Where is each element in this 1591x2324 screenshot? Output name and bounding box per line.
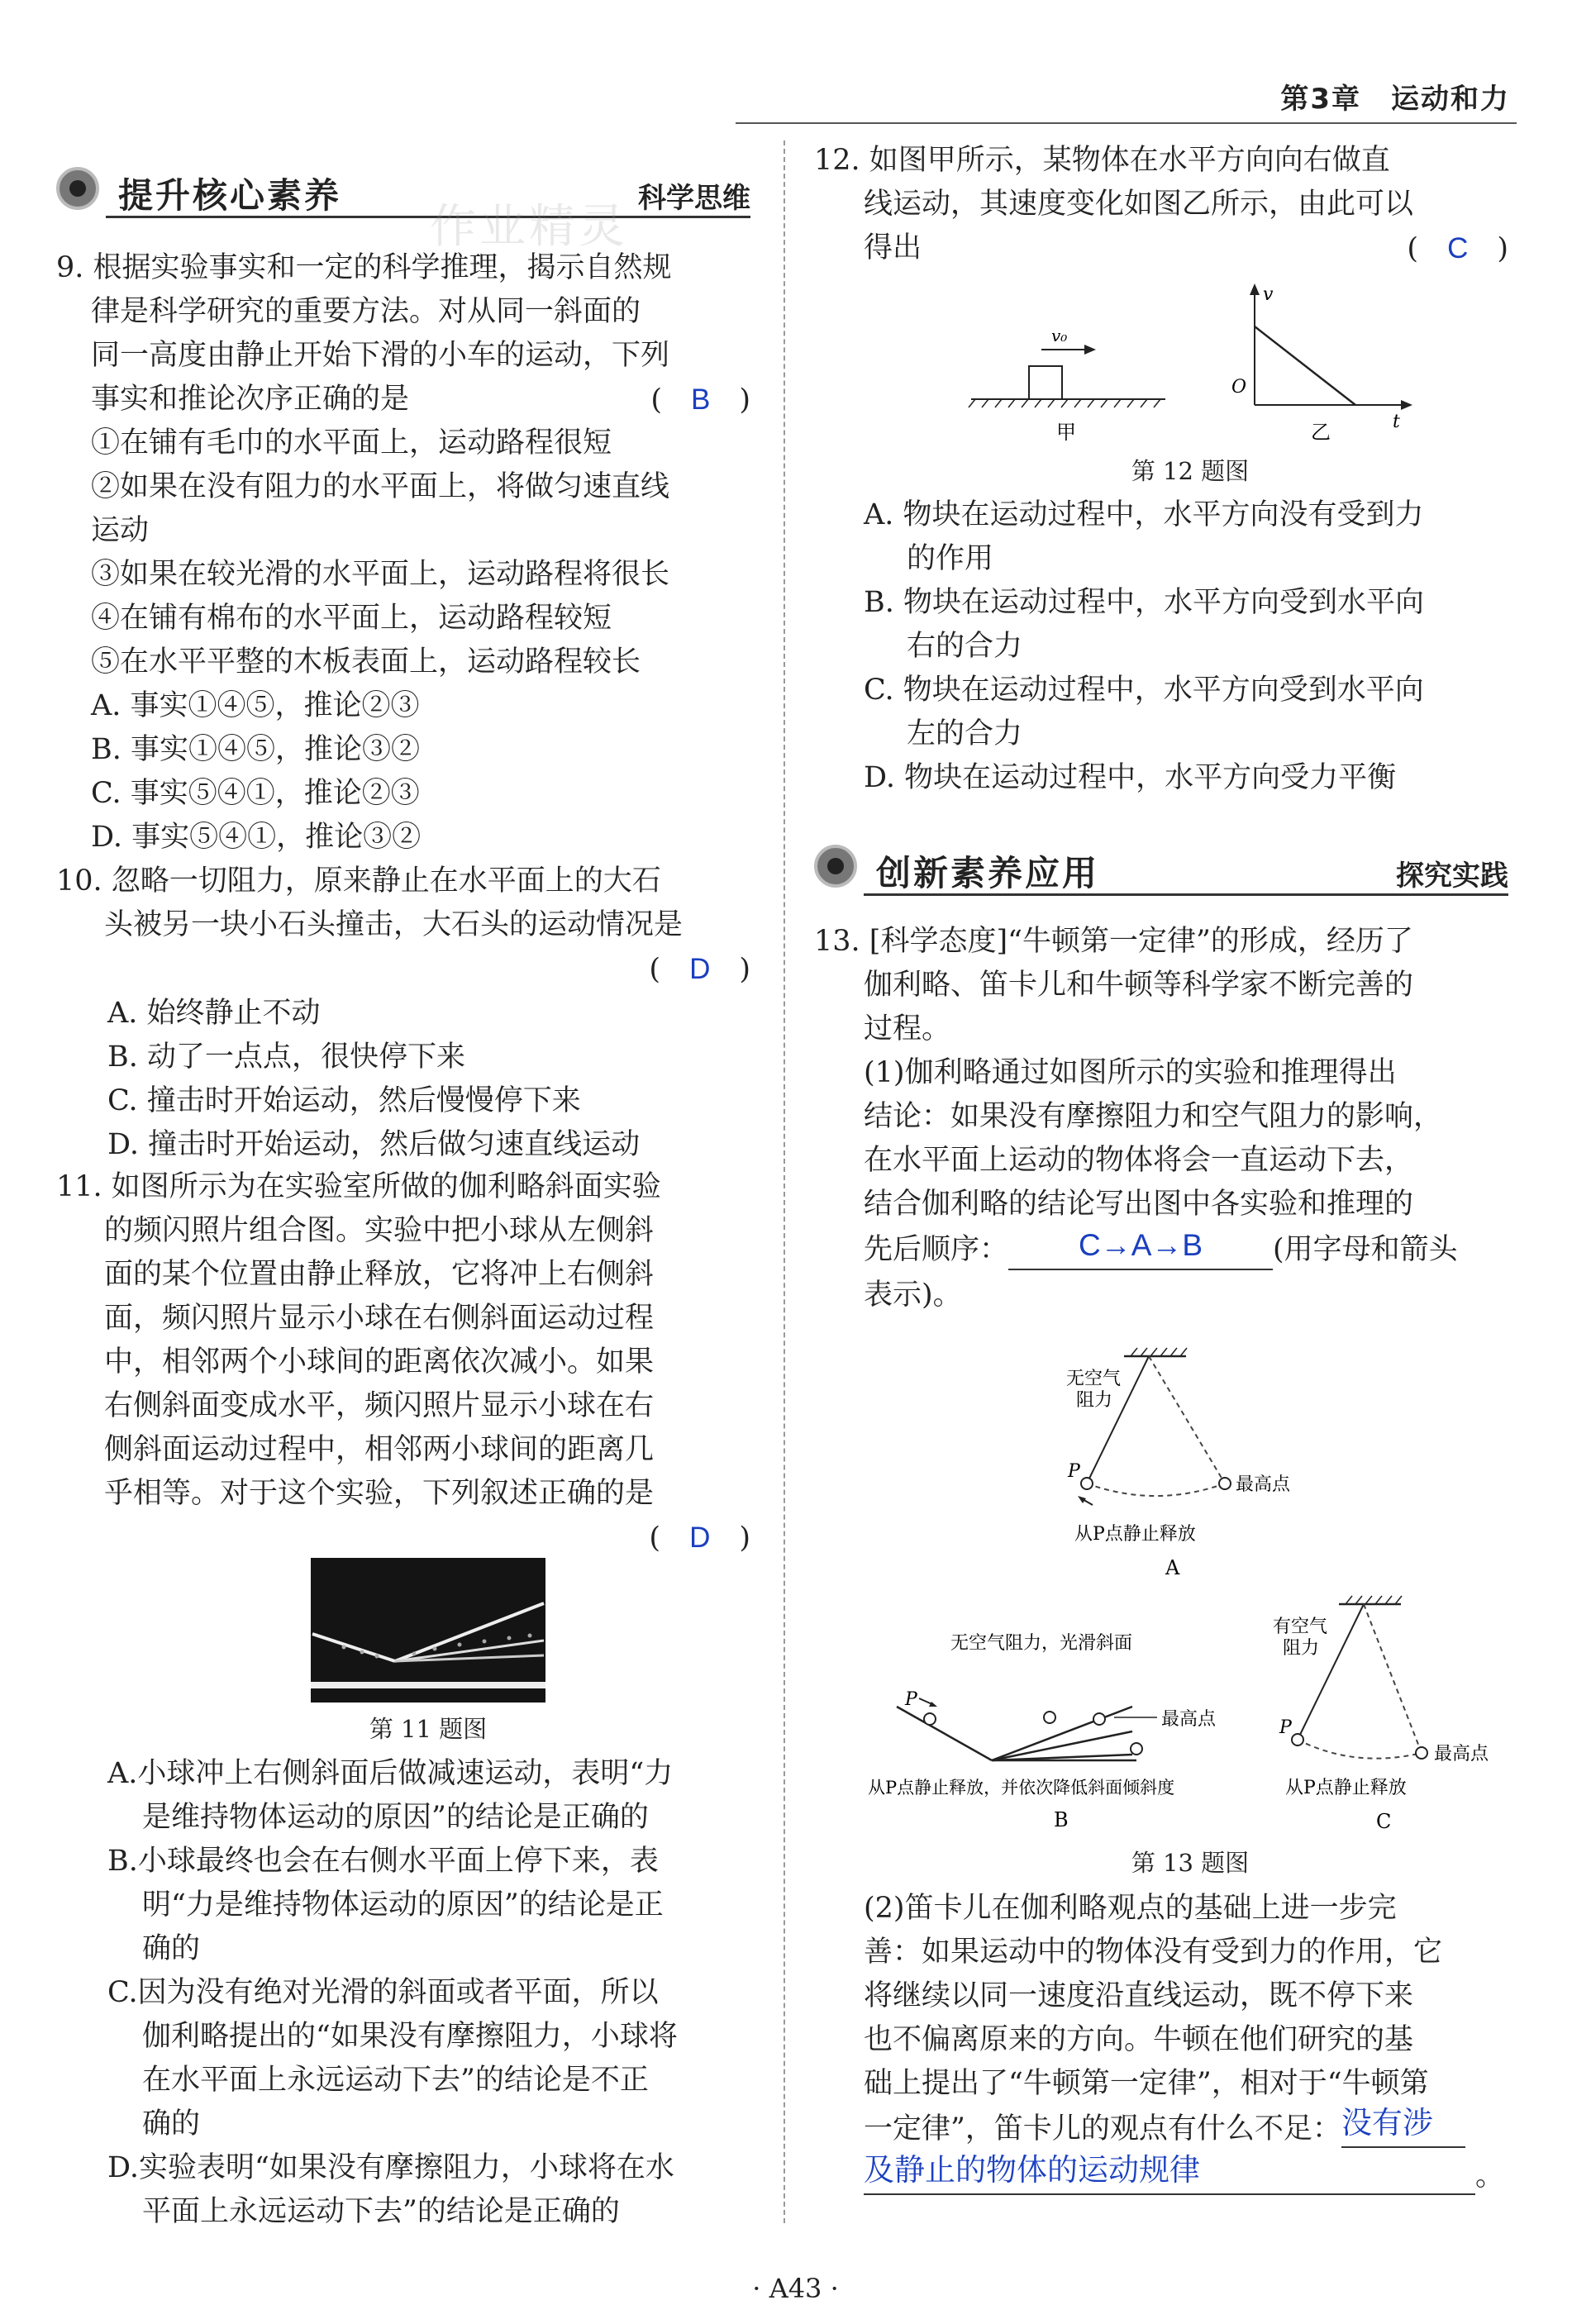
q9-option: A. 事实①④⑤，推论②③ [91, 689, 420, 722]
q12-jia-label: 甲 [1056, 421, 1076, 444]
question-10 [56, 860, 750, 1167]
q11-line: 侧斜面运动过程中，相邻两小球间的距离几 [104, 1433, 655, 1466]
q13-order-line [814, 1226, 1508, 1274]
q10-option: C. 撞击时开始运动，然后慢慢停下来 [107, 1084, 581, 1117]
q13-part2-line: 将继续以同一速度沿直线运动，既不停下来 [864, 1979, 1414, 2012]
q12-v-axis-label: v [1263, 284, 1274, 305]
q11-option: C.因为没有绝对光滑的斜面或者平面，所以 [107, 1976, 659, 2009]
q13b-p-label: P [905, 1689, 917, 1710]
q12-options [864, 493, 1517, 800]
q9-item: ⑤在水平平整的木板表面上，运动路程较长 [91, 645, 641, 679]
q13-order-blank [1008, 1223, 1273, 1270]
q11-option: 是维持物体运动的原因”的结论是正确的 [142, 1801, 649, 1834]
q9-item: 运动 [91, 514, 150, 547]
q12-yi-label: 乙 [1311, 421, 1331, 444]
q13-line: 在水平面上运动的物体将会一直运动下去， [864, 1144, 1414, 1177]
q13c-air-label-2: 阻力 [1283, 1638, 1320, 1659]
q13b-release-label: 从P点静止释放，并依次降低斜面倾斜度 [868, 1778, 1175, 1798]
q9-item: ④在铺有棉布的水平面上，运动路程较短 [91, 602, 612, 635]
q13-order-suffix: (用字母和箭头 [1273, 1233, 1458, 1266]
q11-option: 确的 [142, 2107, 201, 2141]
q11-line: 乎相等。对于这个实验，下列叙述正确的是 [104, 1477, 655, 1510]
section-badge-icon [56, 167, 99, 210]
q11-line: 右侧斜面变成水平，频闪照片显示小球在右 [104, 1389, 655, 1422]
answer-bracket: ( B ) [650, 383, 750, 417]
q13a-top-label: 最高点 [1236, 1474, 1291, 1495]
q11-options [107, 1752, 752, 2234]
q13-part2-end: 。 [1475, 2160, 1505, 2193]
answer-bracket: ( D ) [649, 953, 750, 986]
answer-bracket: ( D ) [649, 1522, 750, 1555]
q12-line: 线运动，其速度变化如图乙所示，由此可以 [864, 188, 1414, 221]
q12-line-text: 得出 [864, 231, 922, 264]
q10-option: A. 始终静止不动 [107, 997, 321, 1030]
q13a-air-label: 无空气 [1066, 1369, 1122, 1389]
section-tag: 探究实践 [1396, 860, 1508, 893]
q12-option: B. 物块在运动过程中，水平方向受到水平向 [864, 586, 1424, 619]
q13-part2-line: 也不偏离原来的方向。牛顿在他们研究的基 [864, 2023, 1414, 2056]
q12-line [814, 226, 1508, 270]
q10-answer: D [689, 953, 711, 985]
q9-option: B. 事实①④⑤，推论③② [91, 733, 420, 766]
page-number: · A43 · [752, 2273, 839, 2304]
q13-figure-a [1041, 1343, 1339, 1591]
q13-figure-c [1265, 1591, 1512, 1839]
q9-line [56, 378, 750, 421]
q11-option: 伽利略提出的“如果没有摩擦阻力，小球将 [142, 2020, 678, 2053]
q13a-p-label: P [1068, 1461, 1080, 1482]
q13-line: 结合伽利略的结论写出图中各实验和推理的 [864, 1188, 1414, 1221]
q13-order-prefix: 先后顺序： [864, 1233, 1009, 1266]
q13-part2-answer-1: 没有涉 [1341, 2106, 1433, 2140]
watermark: 作业精灵 [430, 200, 628, 254]
q13-order-answer: C→A→B [1078, 1228, 1203, 1262]
q11-caption: 第 11 题图 [369, 1715, 488, 1743]
q13a-release-label: 从P点静止释放 [1074, 1524, 1196, 1545]
q11-option: 在水平面上永远运动下去”的结论是不正 [142, 2064, 649, 2097]
q13-part2-answer-2: 及静止的物体的运动规律 [864, 2153, 1200, 2187]
q10-line: 头被另一块小石头撞击，大石头的运动情况是 [104, 908, 684, 941]
q13b-title: 无空气阻力，光滑斜面 [950, 1633, 1133, 1654]
q13c-p-label: P [1279, 1717, 1292, 1738]
q13-line: 伽利略、笛卡儿和牛顿等科学家不断完善的 [864, 969, 1414, 1002]
q13-part2-answer-line-2 [864, 2153, 1517, 2200]
q11-option: 确的 [142, 1932, 201, 1965]
q11-option: B.小球最终也会在右侧水平面上停下来，表 [107, 1845, 659, 1878]
q13-line: 结论：如果没有摩擦阻力和空气阻力的影响， [864, 1100, 1443, 1133]
q11-option: 明“力是维持物体运动的原因”的结论是正 [142, 1888, 664, 1922]
q12-t-axis-label: t [1393, 412, 1400, 432]
q12-answer: C [1447, 232, 1469, 264]
q13-line: 13. [科学态度]“牛顿第一定律”的形成，经历了 [814, 925, 1413, 958]
q11-option: 平面上永远运动下去”的结论是正确的 [142, 2195, 620, 2228]
q9-line: 律是科学研究的重要方法。对从同一斜面的 [91, 295, 641, 328]
q13c-release-label: 从P点静止释放 [1285, 1778, 1407, 1798]
q13b-label: B [1054, 1808, 1069, 1831]
q12-option: A. 物块在运动过程中，水平方向没有受到力 [864, 498, 1424, 531]
question-12 [814, 139, 1508, 270]
answer-bracket: ( C ) [1407, 232, 1508, 265]
q12-option: D. 物块在运动过程中，水平方向受力平衡 [864, 761, 1397, 794]
q9-line: 同一高度由静止开始下滑的小车的运动，下列 [91, 339, 670, 372]
q13b-top-label: 最高点 [1161, 1709, 1217, 1730]
q13-part2-line: (2)笛卡儿在伽利略观点的基础上进一步完 [864, 1892, 1397, 1925]
q9-answer: B [690, 383, 711, 416]
question-13 [814, 920, 1508, 1317]
q13-caption: 第 13 题图 [1131, 1849, 1250, 1877]
q13c-label: C [1376, 1810, 1392, 1833]
q10-option: B. 动了一点点，很快停下来 [107, 1041, 465, 1074]
q12-option: 左的合力 [907, 717, 1023, 750]
q11-line: 面，频闪照片显示小球在右侧斜面运动过程 [104, 1302, 655, 1335]
q10-option: D. 撞击时开始运动，然后做匀速直线运动 [107, 1128, 641, 1161]
section-title: 创新素养应用 [876, 853, 1100, 893]
question-9 [56, 246, 750, 860]
q9-option: D. 事实⑤④①，推论③② [91, 821, 422, 854]
q9-option: C. 事实⑤④①，推论②③ [91, 777, 420, 810]
column-separator [784, 140, 785, 2223]
q12-option: C. 物块在运动过程中，水平方向受到水平向 [864, 674, 1424, 707]
q11-strobe-photo [311, 1558, 545, 1703]
q13-part2-blank-2 [864, 2148, 1475, 2195]
q12-caption: 第 12 题图 [1131, 457, 1250, 485]
header-rule [736, 122, 1517, 124]
section-rule [864, 893, 1508, 896]
q13a-label: A [1165, 1556, 1180, 1579]
q12-figure [959, 277, 1422, 450]
section-title: 提升核心素养 [118, 175, 342, 216]
q12-line: 12. 如图甲所示，某物体在水平方向向右做直 [814, 144, 1390, 177]
q13-figure-b [851, 1607, 1265, 1839]
q13-part2-prefix: 一定律”，笛卡儿的观点有什么不足： [864, 2112, 1341, 2145]
q12-v0-label: v₀ [1051, 326, 1068, 345]
q13c-top-label: 最高点 [1434, 1744, 1489, 1764]
q13a-air-label-2: 阻力 [1076, 1390, 1113, 1411]
q13-line: 表示)。 [864, 1279, 962, 1312]
q11-option: A.小球冲上右侧斜面后做减速运动，表明“力 [107, 1757, 674, 1790]
q11-line: 的频闪照片组合图。实验中把小球从左侧斜 [104, 1214, 655, 1247]
q13-part2-blank [1341, 2101, 1465, 2148]
q13-part2-answer-line [864, 2106, 1517, 2153]
question-11 [56, 1165, 750, 1560]
section-badge-icon [814, 845, 857, 888]
q13-part2-line: 础上提出了“牛顿第一定律”，相对于“牛顿第 [864, 2067, 1429, 2100]
q9-item: ①在铺有毛巾的水平面上，运动路程很短 [91, 426, 612, 460]
q13-line: 过程。 [864, 1012, 951, 1045]
q13-part2 [864, 1887, 1517, 2200]
section-header-innovation [814, 843, 1508, 893]
q11-line: 11. 如图所示为在实验室所做的伽利略斜面实验 [56, 1170, 661, 1203]
q13c-air-label: 有空气 [1273, 1617, 1328, 1637]
q11-line: 面的某个位置由静止释放，它将冲上右侧斜 [104, 1258, 655, 1291]
q10-line: 10. 忽略一切阻力，原来静止在水平面上的大石 [56, 864, 661, 898]
chapter-header: 第3章 运动和力 [1280, 83, 1510, 116]
q11-answer: D [689, 1522, 711, 1554]
q12-figure-yi [1231, 283, 1412, 444]
q13-part2-line: 善：如果运动中的物体没有受到力的作用，它 [864, 1936, 1443, 1969]
q9-item: ③如果在较光滑的水平面上，运动路程将很长 [91, 558, 670, 591]
q11-option: D.实验表明“如果没有摩擦阻力，小球将在水 [107, 2151, 674, 2184]
q9-line-text: 事实和推论次序正确的是 [91, 383, 410, 416]
section-tag: 科学思维 [638, 182, 750, 215]
section-header-core [56, 165, 750, 215]
q12-origin-label: O [1231, 377, 1247, 398]
q9-line: 9. 根据实验事实和一定的科学推理，揭示自然规 [56, 251, 672, 284]
q12-option: 右的合力 [907, 630, 1023, 663]
section-rule [106, 216, 750, 218]
q12-option: 的作用 [907, 542, 994, 575]
q13-line: (1)伽利略通过如图所示的实验和推理得出 [864, 1056, 1397, 1089]
q12-figure-jia [969, 326, 1165, 444]
q9-item: ②如果在没有阻力的水平面上，将做匀速直线 [91, 470, 670, 503]
q11-line: 中，相邻两个小球间的距离依次减小。如果 [104, 1345, 655, 1379]
